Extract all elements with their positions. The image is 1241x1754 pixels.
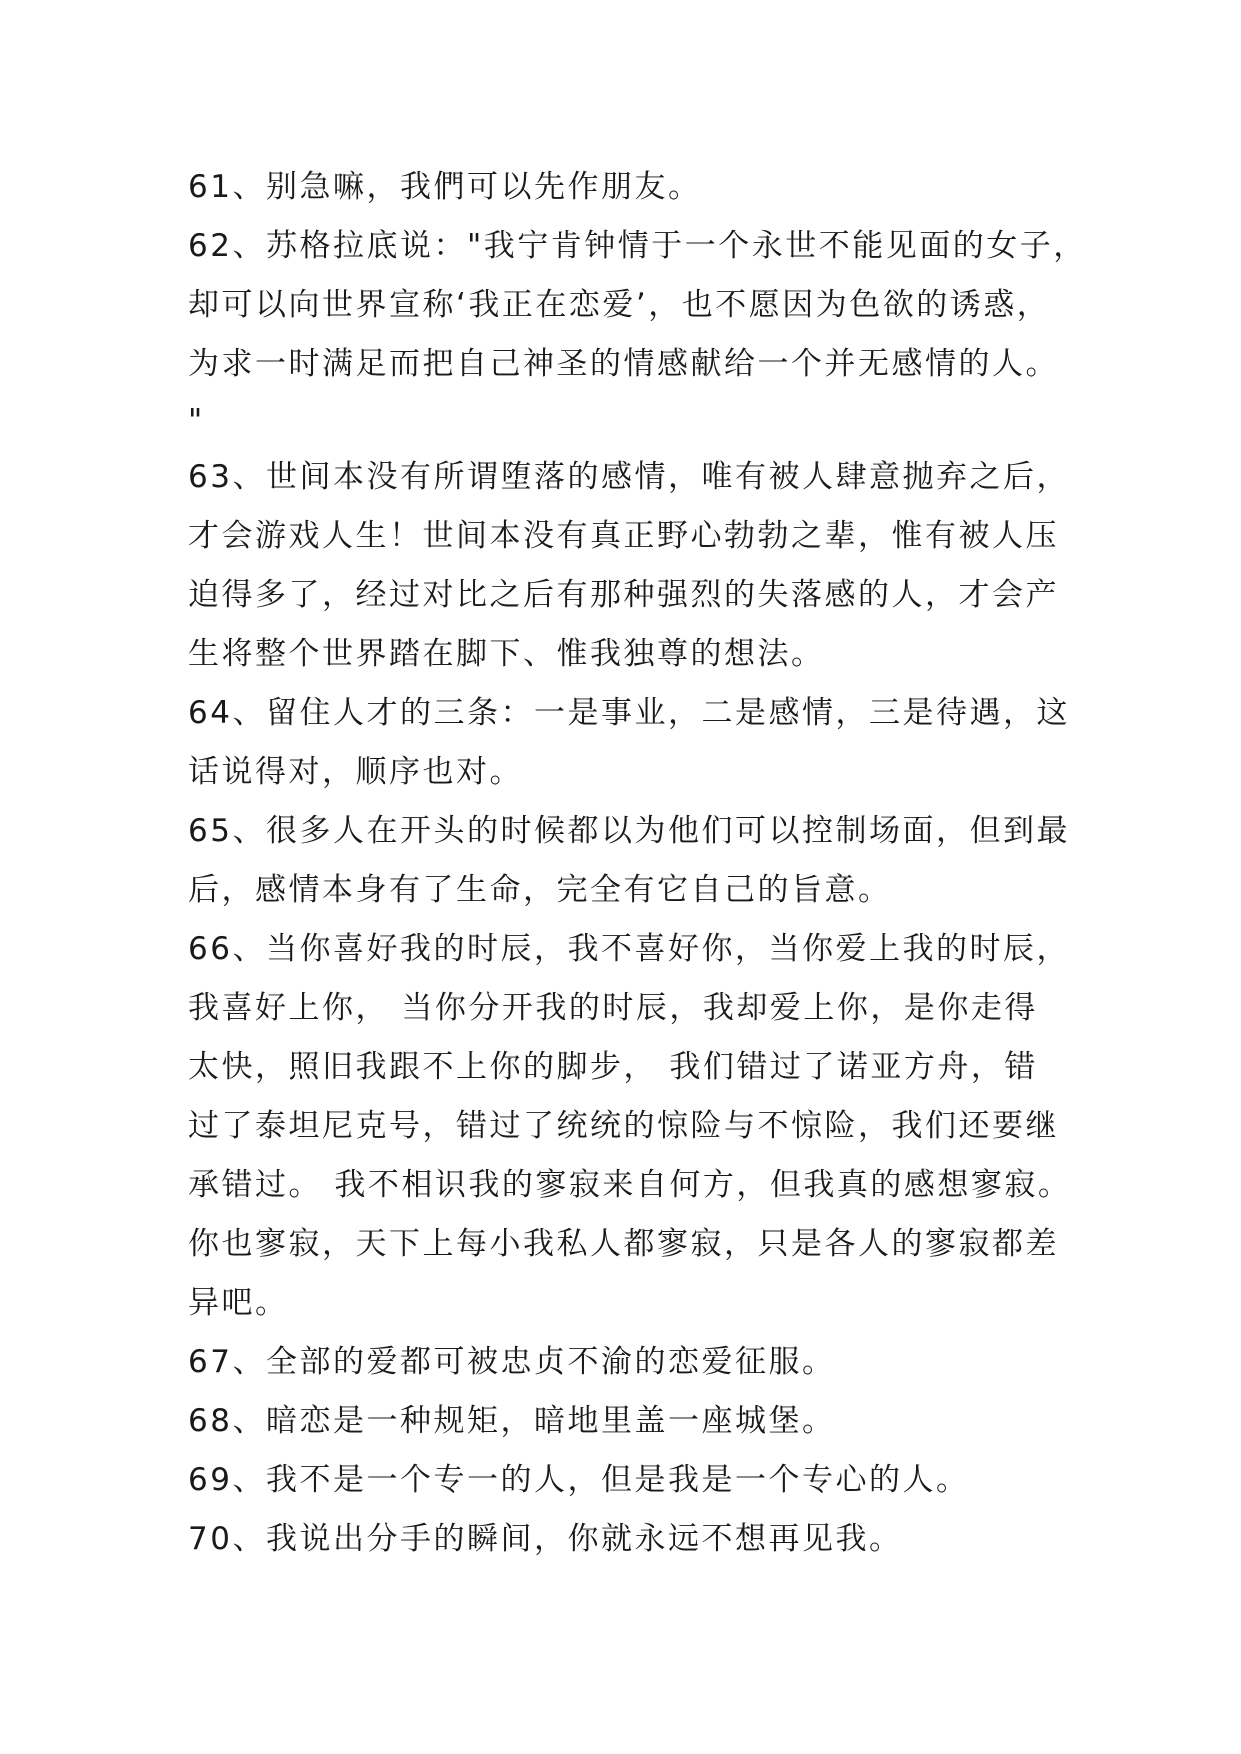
text-line: 为求一时满足而把自己神圣的情感献给一个并无感情的人。 [188, 346, 1059, 382]
text-line: 69、我不是一个专一的人，但是我是一个专心的人。 [188, 1462, 970, 1498]
text-line: 66、当你喜好我的时辰，我不喜好你，当你爱上我的时辰， [188, 931, 1070, 967]
text-line: 64、留住人才的三条：一是事业，二是感情，三是待遇，这 [188, 695, 1070, 731]
text-line: 61、别急嘛，我們可以先作朋友。 [188, 169, 702, 205]
text-line: 承错过。 我不相识我的寥寂来自何方，但我真的感想寥寂。 [188, 1167, 1072, 1203]
text-line: 才会游戏人生！世间本没有真正野心勃勃之辈，惟有被人压 [188, 518, 1059, 554]
text-line: 68、暗恋是一种规矩，暗地里盖一座城堡。 [188, 1403, 836, 1439]
text-line: 过了泰坦尼克号，错过了统统的惊险与不惊险，我们还要继 [188, 1108, 1059, 1144]
text-line: " [188, 403, 205, 439]
text-line: 话说得对，顺序也对。 [188, 754, 523, 790]
text-line: 63、世间本没有所谓堕落的感情，唯有被人肆意抛弃之后， [188, 459, 1070, 495]
text-line: 你也寥寂，天下上每小我私人都寥寂，只是各人的寥寂都差 [188, 1226, 1059, 1262]
document-body [188, 158, 1088, 1569]
text-line: 67、全部的爱都可被忠贞不渝的恋爱征服。 [188, 1344, 836, 1380]
text-line: 62、苏格拉底说："我宁肯钟情于一个永世不能见面的女子， [188, 228, 1087, 264]
text-line: 65、很多人在开头的时候都以为他们可以控制场面，但到最 [188, 813, 1070, 849]
text-line: 却可以向世界宣称‘我正在恋爱’，也不愿因为色欲的诱惑， [188, 287, 1051, 323]
text-line: 后，感情本身有了生命，完全有它自己的旨意。 [188, 872, 892, 908]
text-line: 异吧。 [188, 1285, 289, 1321]
text-line: 70、我说出分手的瞬间，你就永远不想再见我。 [188, 1521, 903, 1557]
text-line: 我喜好上你， 当你分开我的时辰，我却爱上你，是你走得 [188, 990, 1038, 1026]
text-line: 迫得多了，经过对比之后有那种强烈的失落感的人，才会产 [188, 577, 1059, 613]
text-line: 生将整个世界踏在脚下、惟我独尊的想法。 [188, 636, 825, 672]
text-line: 太快，照旧我跟不上你的脚步， 我们错过了诺亚方舟，错 [188, 1049, 1038, 1085]
